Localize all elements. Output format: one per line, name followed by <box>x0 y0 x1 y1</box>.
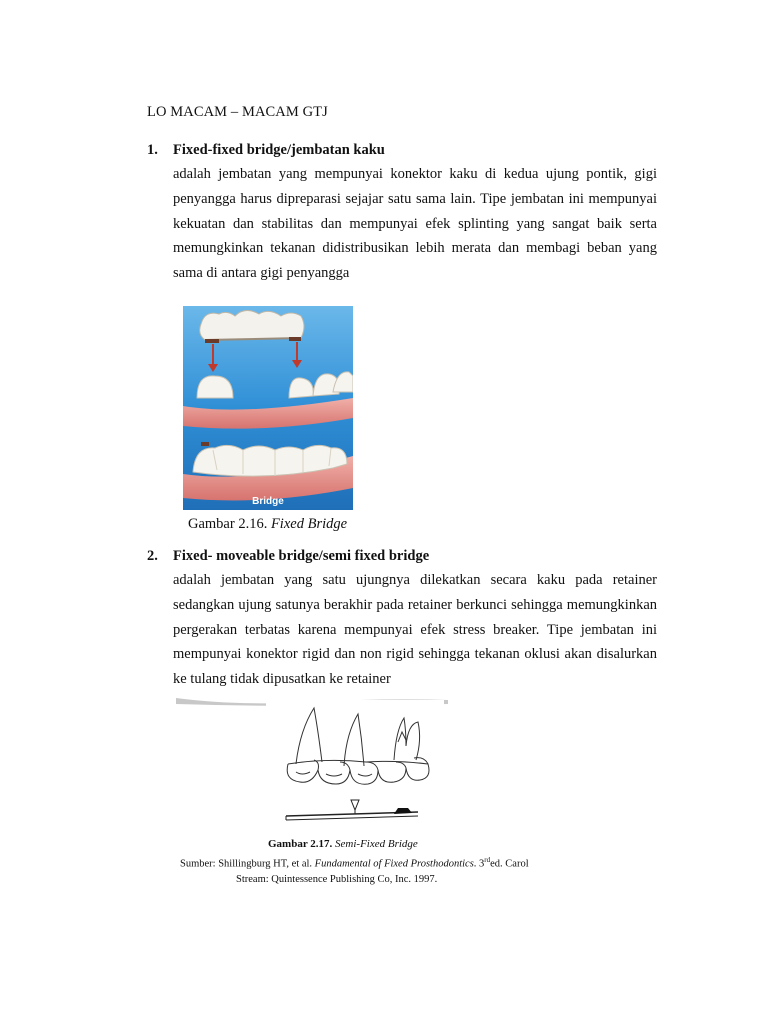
source-authors: Sumber: Shillingburg HT, et al. <box>180 858 315 870</box>
section-1-heading: Fixed-fixed bridge/jembatan kaku <box>173 142 385 158</box>
section-2-number: 2. <box>147 548 158 564</box>
source-tail: ed. Carol <box>490 858 529 870</box>
figure-1-caption-title: Fixed Bridge <box>270 516 348 532</box>
page-title: LO MACAM – MACAM GTJ <box>147 104 328 120</box>
bridge-image-label: Bridge <box>252 496 284 507</box>
figure-1-caption-prefix: Gambar 2.16. <box>188 516 271 532</box>
semi-fixed-bridge-drawing <box>266 700 444 828</box>
section-1-body: adalah jembatan yang mempunyai konektor kaku di kedua ujung pontik, gigi penyangga harus dipreparasi sejajar satu sama lain. Tipe jembatan ini mempunyai kekuatan dan stabilitas dan mempunyai efek splinting yang sangat baik serta memungkinkan tekanan didistribusikan lebih merata dan membagi beban yang sama di antara gigi penyangga <box>173 166 657 282</box>
source-title: Fundamental of Fixed Prosthodontics <box>314 858 474 870</box>
figure-1-caption <box>188 516 347 533</box>
figure-2-caption <box>268 838 418 850</box>
section-2-body: adalah jembatan yang satu ujungnya dilekatkan secara kaku pada retainer sedangkan ujung satunya berakhir pada retainer berkunci sehingga memungkinkan pergerakan terbatas karena mempunyai efek stress breaker. Tipe jembatan ini mempunyai konektor rigid dan non rigid sehingga tekanan oklusi akan disalurkan ke tulang tidak dipusatkan ke retainer <box>173 572 657 688</box>
floating-bridge-crowns <box>200 310 304 343</box>
section-2-heading: Fixed- moveable bridge/semi fixed bridge <box>173 548 430 564</box>
figure-2-source-line-2: Stream: Quintessence Publishing Co, Inc. 1997. <box>236 874 438 885</box>
figure-2-caption-title: Semi-Fixed Bridge <box>335 838 418 850</box>
source-edition: . 3 <box>473 858 485 870</box>
figure-2-caption-prefix: Gambar 2.17. <box>268 838 336 850</box>
fixed-bridge-illustration <box>183 306 353 510</box>
source-edition-sup: rd <box>484 856 491 864</box>
figure-2-source-line-1 <box>180 856 529 870</box>
section-1-number: 1. <box>147 142 158 158</box>
